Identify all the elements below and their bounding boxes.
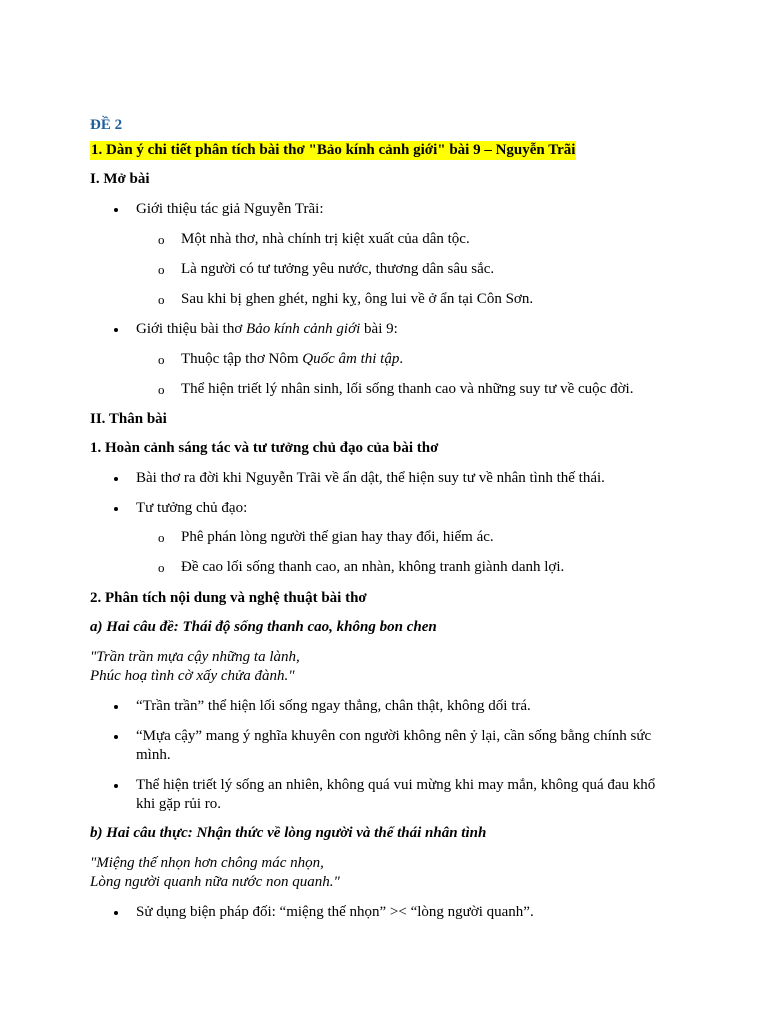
poem-title: Bảo kính cảnh giới — [246, 321, 361, 337]
list-item: Bài thơ ra đời khi Nguyễn Trãi về ẩn dật, thể hiện suy tư về nhân tình thế thái. — [136, 470, 605, 486]
analysis-heading: a) Hai câu đề: Thái độ sống thanh cao, không bon chen — [90, 619, 437, 635]
list-item-text: Giới thiệu bài thơ — [136, 321, 247, 337]
list-item: Sử dụng biện pháp đối: “miệng thế nhọn” >< “lòng người quanh”. — [136, 904, 534, 920]
sub-bullet-marker: o — [158, 530, 165, 545]
sub-list-item: Một nhà thơ, nhà chính trị kiệt xuất của dân tộc. — [181, 231, 470, 247]
sub-bullet-marker: o — [158, 292, 165, 307]
list-item: “Trần trần” thể hiện lối sống ngay thẳng, chân thật, không dối trá. — [136, 698, 531, 714]
sub-list-item — [181, 350, 403, 369]
section-heading-than-bai: II. Thân bài — [90, 411, 167, 427]
sub-list-item: Đề cao lối sống thanh cao, an nhàn, không tranh giành danh lợi. — [181, 559, 565, 575]
sub-list-item: Thể hiện triết lý nhân sinh, lối sống thanh cao và những suy tư về cuộc đời. — [181, 381, 634, 397]
sub-bullet-marker: o — [158, 560, 165, 575]
sub-list-item: Là người có tư tưởng yêu nước, thương dân sâu sắc. — [181, 261, 495, 277]
list-item: Tư tưởng chủ đạo: — [136, 500, 248, 516]
list-item-text: bài 9: — [360, 321, 398, 337]
poem-quote-line: Phúc hoạ tình cờ xấy chửa đành." — [90, 668, 295, 684]
sub-bullet-marker: o — [158, 352, 165, 367]
sub-bullet-marker: o — [158, 262, 165, 277]
analysis-heading: b) Hai câu thực: Nhận thức về lòng người và thế thái nhân tình — [90, 825, 487, 841]
subsection-heading: 1. Hoàn cảnh sáng tác và tư tưởng chủ đạo của bài thơ — [90, 440, 439, 456]
poem-quote-line: Lòng người quanh nữa nước non quanh." — [90, 874, 340, 890]
document-title: 1. Dàn ý chi tiết phân tích bài thơ "Bảo kính cảnh giới" bài 9 – Nguyễn Trãi — [91, 142, 576, 158]
sub-list-item: Phê phán lòng người thế gian hay thay đổi, hiểm ác. — [181, 529, 494, 545]
section-heading-mo-bai: I. Mở bài — [90, 171, 150, 187]
collection-title: Quốc âm thi tập — [302, 351, 400, 367]
exam-number-heading: ĐỀ 2 — [90, 117, 123, 133]
list-item — [136, 320, 398, 339]
sub-bullet-marker: o — [158, 382, 165, 397]
list-item: Thể hiện triết lý sống an nhiên, không quá vui mừng khi may mắn, không quá đau khổ khi gặp rủi ro. — [136, 776, 661, 814]
poem-quote-line: "Miệng thế nhọn hơn chông mác nhọn, — [90, 855, 324, 871]
sub-list-item: Sau khi bị ghen ghét, nghi kỵ, ông lui về ở ẩn tại Côn Sơn. — [181, 291, 534, 307]
list-item: Giới thiệu tác giả Nguyễn Trãi: — [136, 201, 324, 217]
sub-list-item-text: . — [399, 351, 404, 367]
poem-quote-line: "Trần trần mựa cậy những ta lành, — [90, 649, 300, 665]
sub-bullet-marker: o — [158, 232, 165, 247]
list-item: “Mựa cậy” mang ý nghĩa khuyên con người không nên ỷ lại, cần sống bằng chính sức mình. — [136, 727, 661, 765]
subsection-heading: 2. Phân tích nội dung và nghệ thuật bài thơ — [90, 590, 367, 606]
sub-list-item-text: Thuộc tập thơ Nôm — [181, 351, 303, 367]
